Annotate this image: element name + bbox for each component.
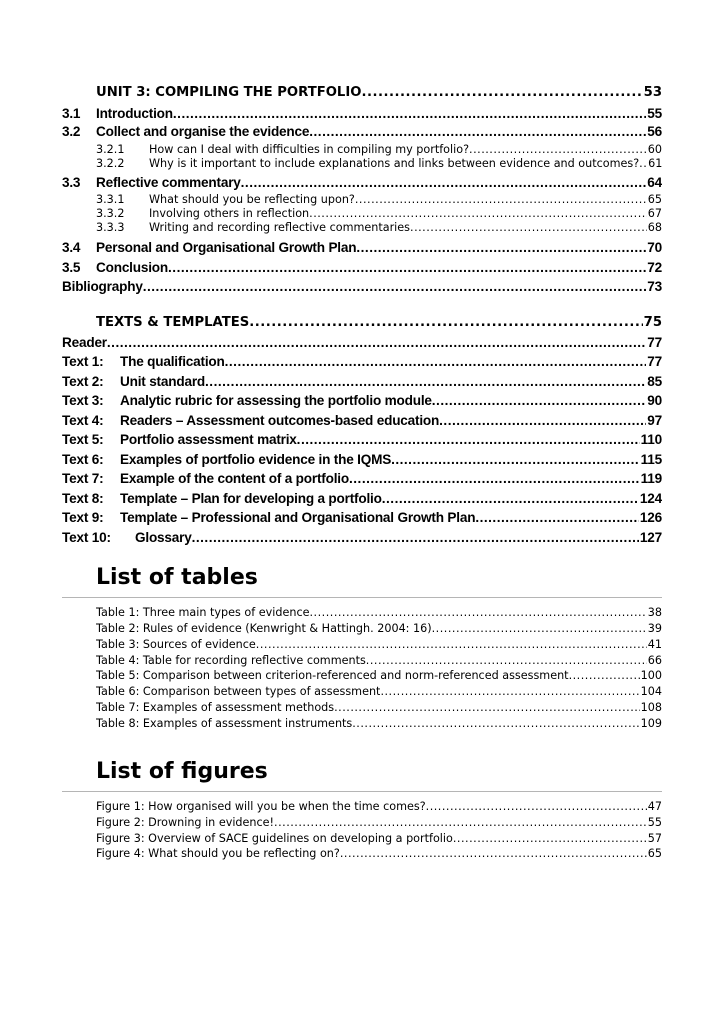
- leader-dots: [356, 240, 646, 256]
- toc-entry-texts-templates[interactable]: [96, 315, 662, 331]
- toc-entry-number: 3.3.2: [96, 207, 125, 220]
- toc-entry-page: 67: [647, 207, 662, 220]
- leader-dots: [173, 106, 646, 122]
- toc-entry-number: 3.2.1: [96, 143, 125, 156]
- leader-dots: [225, 354, 647, 370]
- list-entry-page: 100: [640, 669, 662, 682]
- toc-entry-title: Personal and Organisational Growth Plan: [96, 240, 357, 255]
- toc-entry-3-1[interactable]: [62, 106, 662, 122]
- table-entry-6[interactable]: [96, 685, 662, 698]
- list-entry-title: Table 5: Comparison between criterion-referenced and norm-referenced assessment: [96, 669, 569, 682]
- toc-entry-title: Involving others in reflection: [149, 207, 310, 220]
- list-entry-page: 104: [640, 685, 662, 698]
- toc-entry-number: Text 6:: [62, 452, 104, 467]
- toc-entry-page: 65: [647, 193, 662, 206]
- leader-dots: [432, 622, 647, 635]
- toc-entry-3-4[interactable]: [62, 240, 662, 256]
- toc-entry-text-8[interactable]: [62, 491, 662, 507]
- leader-dots: [361, 85, 642, 101]
- leader-dots: [439, 413, 646, 429]
- list-entry-page: 66: [647, 654, 662, 667]
- toc-entry-page: 90: [647, 393, 662, 408]
- leader-dots: [309, 207, 647, 220]
- toc-entry-3-2-2[interactable]: [96, 157, 662, 170]
- list-entry-title: Figure 4: What should you be reflecting on?: [96, 847, 340, 860]
- list-entry-page: 47: [647, 800, 662, 813]
- toc-entry-title: Readers – Assessment outcomes-based education: [120, 413, 440, 428]
- heading-divider: [62, 791, 662, 792]
- toc-entry-number: Text 3:: [62, 393, 104, 408]
- figure-entry-1[interactable]: [96, 800, 662, 813]
- list-entry-page: 39: [647, 622, 662, 635]
- list-entry-title: Table 8: Examples of assessment instruments: [96, 717, 353, 730]
- leader-dots: [469, 143, 647, 156]
- list-entry-page: 108: [640, 701, 662, 714]
- leader-dots: [340, 847, 647, 860]
- toc-entry-title: Glossary: [135, 530, 192, 545]
- toc-entry-title: How can I deal with difficulties in compiling my portfolio?: [149, 143, 470, 156]
- leader-dots: [297, 432, 640, 448]
- toc-entry-number: 3.5: [62, 260, 81, 275]
- toc-entry-title: TEXTS & TEMPLATES: [96, 315, 250, 330]
- toc-entry-unit3[interactable]: [96, 85, 662, 101]
- toc-entry-page: 110: [640, 432, 662, 447]
- toc-entry-number: Text 9:: [62, 510, 104, 525]
- leader-dots: [475, 510, 639, 526]
- list-of-figures-heading: List of figures: [96, 759, 268, 784]
- toc-entry-page: 70: [647, 240, 662, 255]
- toc-entry-title: Analytic rubric for assessing the portfolio module: [120, 393, 432, 408]
- leader-dots: [366, 654, 647, 667]
- table-entry-1[interactable]: [96, 606, 662, 619]
- toc-entry-title: Introduction: [96, 106, 173, 121]
- list-entry-title: Figure 2: Drowning in evidence!: [96, 816, 275, 829]
- figure-entry-4[interactable]: [96, 847, 662, 860]
- toc-entry-title: UNIT 3: COMPILING THE PORTFOLIO: [96, 85, 362, 100]
- toc-entry-page: 73: [647, 279, 662, 294]
- table-entry-5[interactable]: [96, 669, 662, 682]
- toc-entry-text-1[interactable]: [62, 354, 662, 370]
- toc-entry-3-5[interactable]: [62, 260, 662, 276]
- toc-entry-text-6[interactable]: [62, 452, 662, 468]
- toc-entry-text-9[interactable]: [62, 510, 662, 526]
- leader-dots: [334, 701, 640, 714]
- toc-entry-number: 3.3.1: [96, 193, 125, 206]
- list-entry-title: Table 4: Table for recording reflective comments: [96, 654, 366, 667]
- leader-dots: [249, 315, 642, 331]
- leader-dots: [569, 669, 640, 682]
- toc-entry-title: Bibliography: [62, 279, 143, 294]
- list-entry-page: 65: [647, 847, 662, 860]
- leader-dots: [309, 606, 646, 619]
- list-entry-title: Figure 3: Overview of SACE guidelines on developing a portfolio: [96, 832, 453, 845]
- toc-entry-page: 53: [643, 85, 662, 100]
- leader-dots: [432, 393, 646, 409]
- toc-entry-text-3[interactable]: [62, 393, 662, 409]
- leader-dots: [274, 816, 647, 829]
- toc-entry-page: 97: [647, 413, 662, 428]
- toc-entry-3-2-1[interactable]: [96, 143, 662, 156]
- leader-dots: [241, 175, 647, 191]
- leader-dots: [453, 832, 647, 845]
- toc-entry-page: 75: [643, 315, 662, 330]
- leader-dots: [107, 335, 646, 351]
- toc-entry-3-3-3[interactable]: [96, 221, 662, 234]
- toc-entry-title: Portfolio assessment matrix: [120, 432, 297, 447]
- table-entry-2[interactable]: [96, 622, 662, 635]
- toc-entry-page: 77: [647, 335, 662, 350]
- toc-entry-3-3-1[interactable]: [96, 193, 662, 206]
- leader-dots: [391, 452, 640, 468]
- toc-entry-text-7[interactable]: [62, 471, 662, 487]
- toc-entry-number: 3.3.3: [96, 221, 125, 234]
- leader-dots: [352, 717, 639, 730]
- table-entry-4[interactable]: [96, 654, 662, 667]
- toc-entry-page: 55: [647, 106, 662, 121]
- toc-entry-title: Conclusion: [96, 260, 169, 275]
- toc-entry-title: Reader: [62, 335, 107, 350]
- toc-entry-page: 60: [647, 143, 662, 156]
- toc-entry-3-3[interactable]: [62, 175, 662, 191]
- toc-entry-title: Example of the content of a portfolio: [120, 471, 349, 486]
- toc-entry-number: 3.3: [62, 175, 81, 190]
- leader-dots: [639, 157, 647, 170]
- list-entry-title: Table 1: Three main types of evidence: [96, 606, 310, 619]
- list-entry-page: 38: [647, 606, 662, 619]
- leader-dots: [192, 530, 639, 546]
- list-entry-page: 55: [647, 816, 662, 829]
- list-of-tables-heading: List of tables: [96, 565, 258, 590]
- toc-entry-number: Text 4:: [62, 413, 104, 428]
- toc-entry-number: 3.4: [62, 240, 81, 255]
- toc-entry-title: The qualification: [120, 354, 225, 369]
- list-entry-title: Table 3: Sources of evidence: [96, 638, 256, 651]
- leader-dots: [143, 279, 647, 295]
- toc-entry-page: 127: [639, 530, 662, 545]
- list-entry-page: 41: [647, 638, 662, 651]
- leader-dots: [410, 221, 647, 234]
- toc-entry-page: 115: [640, 452, 662, 467]
- toc-entry-page: 64: [647, 175, 662, 190]
- toc-entry-page: 85: [647, 374, 662, 389]
- toc-entry-page: 119: [640, 471, 662, 486]
- leader-dots: [426, 800, 647, 813]
- toc-entry-3-3-2[interactable]: [96, 207, 662, 220]
- toc-entry-number: Text 2:: [62, 374, 104, 389]
- toc-entry-title: Template – Professional and Organisational Growth Plan: [120, 510, 476, 525]
- toc-entry-number: Text 5:: [62, 432, 104, 447]
- toc-entry-title: Collect and organise the evidence: [96, 124, 310, 139]
- toc-entry-3-2[interactable]: [62, 124, 662, 140]
- toc-entry-page: 124: [639, 491, 662, 506]
- toc-entry-title: Unit standard: [120, 374, 206, 389]
- toc-entry-reader[interactable]: [62, 335, 662, 351]
- leader-dots: [349, 471, 640, 487]
- leader-dots: [355, 193, 647, 206]
- toc-entry-title: What should you be reflecting upon?: [149, 193, 355, 206]
- toc-entry-title: Writing and recording reflective commentaries: [149, 221, 411, 234]
- toc-entry-title: Why is it important to include explanations and links between evidence and outcomes?: [149, 157, 640, 170]
- toc-entry-page: 72: [647, 260, 662, 275]
- toc-entry-page: 61: [648, 157, 662, 170]
- leader-dots: [205, 374, 646, 390]
- leader-dots: [382, 491, 639, 507]
- leader-dots: [380, 685, 639, 698]
- table-entry-3[interactable]: [96, 638, 662, 651]
- heading-divider: [62, 597, 662, 598]
- toc-entry-number: Text 8:: [62, 491, 104, 506]
- toc-entry-title: Template – Plan for developing a portfolio: [120, 491, 382, 506]
- toc-entry-page: 77: [647, 354, 662, 369]
- toc-entry-text-5[interactable]: [62, 432, 662, 448]
- toc-entry-number: Text 10:: [62, 530, 111, 545]
- list-entry-title: Table 6: Comparison between types of assessment: [96, 685, 381, 698]
- toc-entry-bibliography[interactable]: [62, 279, 662, 295]
- leader-dots: [168, 260, 646, 276]
- leader-dots: [256, 638, 647, 651]
- toc-entry-number: 3.2.2: [96, 157, 125, 170]
- toc-entry-page: 126: [639, 510, 662, 525]
- toc-entry-number: Text 1:: [62, 354, 104, 369]
- list-entry-title: Figure 1: How organised will you be when the time comes?: [96, 800, 426, 813]
- toc-entry-number: 3.1: [62, 106, 81, 121]
- toc-entry-page: 56: [647, 124, 662, 139]
- toc-entry-number: Text 7:: [62, 471, 104, 486]
- toc-entry-title: Examples of portfolio evidence in the IQMS: [120, 452, 392, 467]
- toc-entry-title: Reflective commentary: [96, 175, 241, 190]
- leader-dots: [309, 124, 646, 140]
- list-entry-page: 109: [640, 717, 662, 730]
- toc-entry-text-4[interactable]: [62, 413, 662, 429]
- toc-entry-text-10[interactable]: [62, 530, 662, 546]
- toc-entry-text-2[interactable]: [62, 374, 662, 390]
- list-entry-title: Table 7: Examples of assessment methods: [96, 701, 335, 714]
- figure-entry-2[interactable]: [96, 816, 662, 829]
- table-entry-8[interactable]: [96, 717, 662, 730]
- figure-entry-3[interactable]: [96, 832, 662, 845]
- toc-entry-number: 3.2: [62, 124, 81, 139]
- list-entry-title: Table 2: Rules of evidence (Kenwright & Hattingh. 2004: 16): [96, 622, 432, 635]
- toc-entry-page: 68: [647, 221, 662, 234]
- list-entry-page: 57: [647, 832, 662, 845]
- table-entry-7[interactable]: [96, 701, 662, 714]
